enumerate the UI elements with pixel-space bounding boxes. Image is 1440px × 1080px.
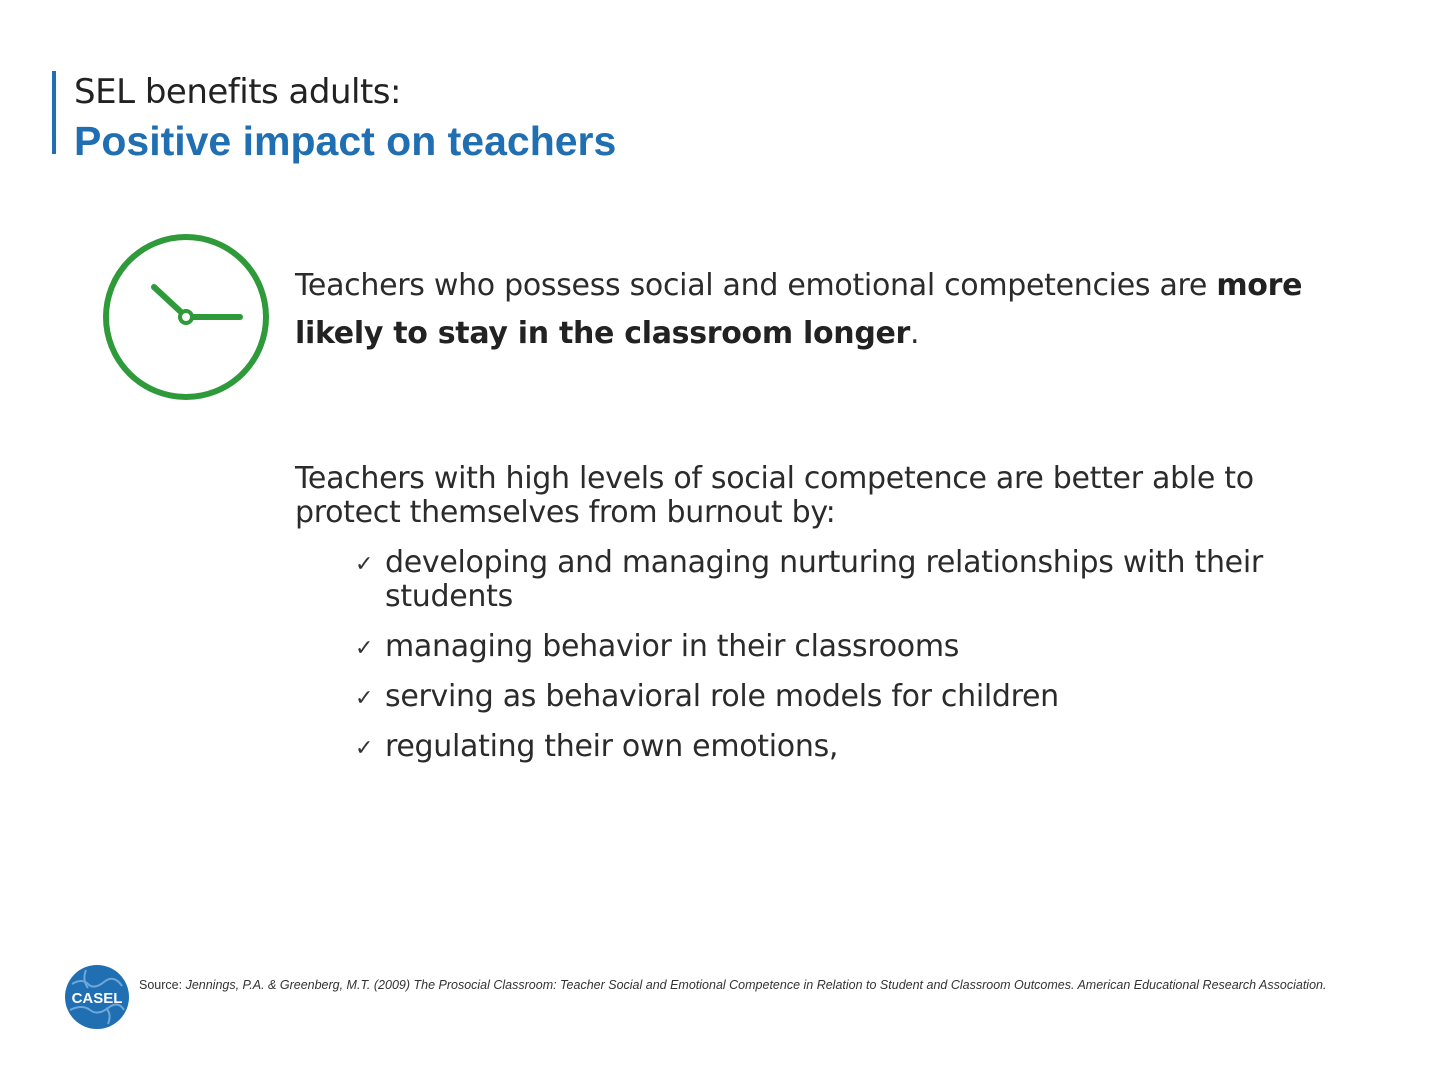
clock-icon bbox=[100, 231, 272, 403]
checkmark-icon: ✓ bbox=[355, 636, 374, 661]
checkmark-icon: ✓ bbox=[355, 736, 374, 761]
retention-text: Teachers who possess social and emotional competencies are bbox=[295, 268, 1208, 303]
checklist-item bbox=[355, 546, 1295, 614]
checklist-item-text: managing behavior in their classrooms bbox=[385, 629, 960, 664]
checklist-item-text: developing and managing nurturing relationships with their students bbox=[385, 545, 1263, 614]
checklist-item-text: regulating their own emotions, bbox=[385, 729, 839, 764]
checklist-item bbox=[355, 730, 1295, 764]
checklist-item bbox=[355, 680, 1295, 714]
retention-emphasis: more likely to stay in the classroom longer bbox=[295, 268, 1303, 351]
retention-tail: . bbox=[910, 316, 920, 351]
burnout-checklist bbox=[355, 546, 1295, 780]
burnout-paragraph: Teachers with high levels of social competence are better able to protect themselves from burnout by: bbox=[295, 461, 1254, 530]
title-accent-bar bbox=[52, 71, 56, 154]
casel-logo bbox=[64, 964, 130, 1030]
source-label: Source: bbox=[139, 978, 183, 992]
checkmark-icon: ✓ bbox=[355, 686, 374, 711]
checkmark-icon: ✓ bbox=[355, 552, 374, 577]
checklist-item-text: serving as behavioral role models for children bbox=[385, 679, 1059, 714]
page-subtitle: Positive impact on teachers bbox=[74, 118, 617, 164]
checklist-item bbox=[355, 630, 1295, 664]
page-title: SEL benefits adults: bbox=[74, 72, 401, 112]
source-citation bbox=[139, 977, 1359, 994]
source-text: Jennings, P.A. & Greenberg, M.T. (2009) The Prosocial Classroom: Teacher Social and Emotional Competence in Relation to Student and Classroom Outcomes. American Educational Research Association. bbox=[185, 978, 1327, 992]
retention-paragraph bbox=[295, 262, 1355, 358]
casel-logo-text: CASEL bbox=[71, 990, 123, 1007]
